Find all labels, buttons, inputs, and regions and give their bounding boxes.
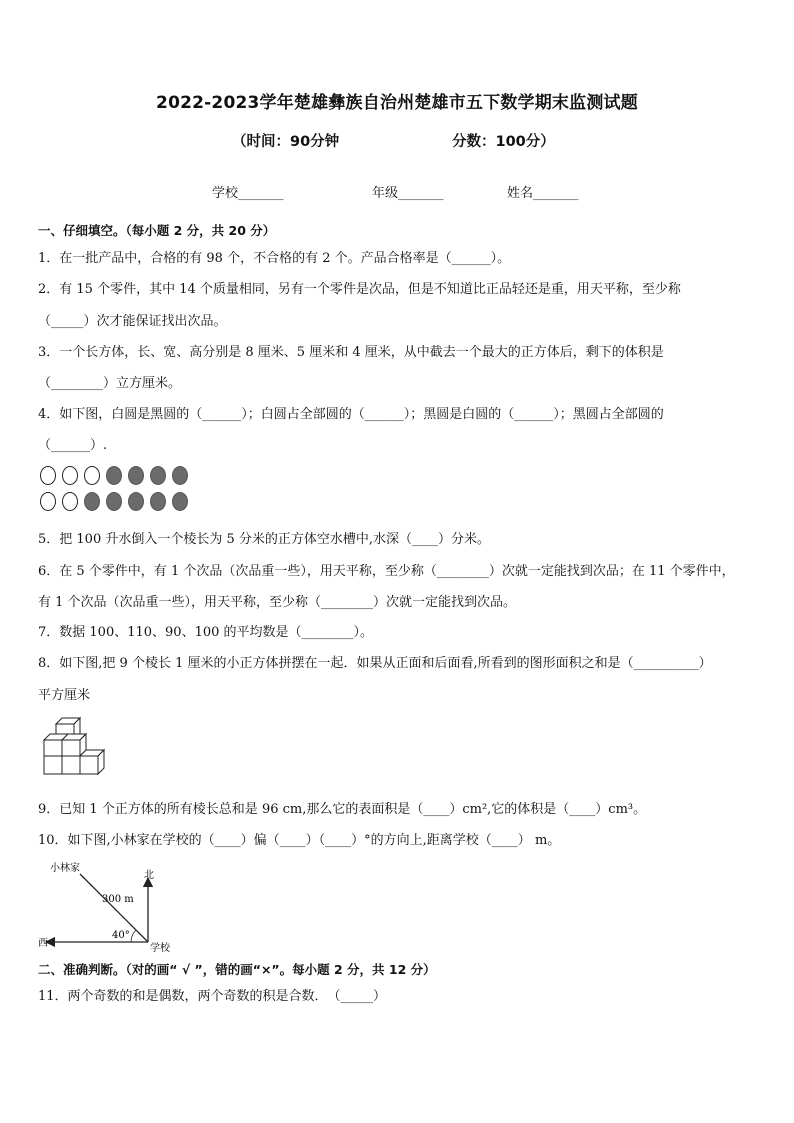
school-field: 学校_______ [212, 186, 284, 201]
white-circle [40, 466, 56, 485]
dark-circle [84, 492, 100, 511]
question-6-line-1: 6．在 5 个零件中，有 1 个次品（次品重一些），用天平称，至少称（________）次就一定能找到次品；在 11 个零件中， [38, 564, 735, 579]
exam-score: 分数：100分） [452, 134, 555, 150]
exam-time: （时间：90分钟 [232, 134, 340, 150]
direction-figure [36, 860, 186, 955]
dark-circle [106, 492, 122, 511]
question-2-line-1: 2．有 15 个零件，其中 14 个质量相同，另有一个零件是次品，但是不知道比正品轻还是重，用天平称，至少称 [38, 282, 681, 297]
white-circle [62, 466, 78, 485]
dark-circle [150, 492, 166, 511]
cube-stack-figure [38, 714, 118, 786]
dark-circle [128, 466, 144, 485]
question-2-line-2: （_____）次才能保证找出次品。 [38, 314, 227, 329]
white-circle [40, 492, 56, 511]
question-9: 9．已知 1 个正方体的所有棱长总和是 96 cm,那么它的表面积是（____）cm²,它的体积是（____）cm³。 [38, 802, 647, 817]
west-label: 西 [38, 938, 48, 949]
dark-circle [172, 492, 188, 511]
white-circle [62, 492, 78, 511]
question-8-line-2: 平方厘米 [38, 688, 91, 703]
question-11: 11．两个奇数的和是偶数，两个奇数的积是合数． （_____） [38, 989, 387, 1004]
question-4-line-2: （______）. [38, 438, 108, 453]
question-8-line-1: 8．如下图,把 9 个棱长 1 厘米的小正方体拼摆在一起．如果从正面和后面看,所看到的图形面积之和是（__________） [38, 656, 712, 671]
distance-label: 300 m [102, 894, 134, 905]
north-label: 北 [144, 870, 154, 881]
question-7: 7．数据 100、110、90、100 的平均数是（________）。 [38, 625, 374, 640]
question-1: 1．在一批产品中，合格的有 98 个，不合格的有 2 个。产品合格率是（______）。 [38, 251, 511, 266]
question-3-line-1: 3．一个长方体，长、宽、高分别是 8 厘米、5 厘米和 4 厘米，从中截去一个最大的正方体后，剩下的体积是 [38, 345, 664, 360]
dark-circle [172, 466, 188, 485]
dark-circle [150, 466, 166, 485]
section-1-heading: 一、仔细填空。（每小题 2 分，共 20 分） [38, 223, 276, 238]
name-field: 姓名_______ [507, 186, 579, 201]
white-circle [84, 466, 100, 485]
dark-circle [128, 492, 144, 511]
section-2-heading: 二、准确判断。（对的画“ √ ”，错的画“×”。每小题 2 分，共 12 分） [38, 962, 436, 977]
exam-title: 2022-2023学年楚雄彝族自治州楚雄市五下数学期末监测试题 [156, 93, 638, 113]
school-label: 学校 [150, 943, 170, 954]
question-5: 5．把 100 升水倒入一个棱长为 5 分米的正方体空水槽中,水深（____）分米。 [38, 532, 491, 547]
question-10: 10．如下图,小林家在学校的（____）偏（____）（____）°的方向上,距离学校（____） m。 [38, 833, 561, 848]
question-6-line-2: 有 1 个次品（次品重一些），用天平称，至少称（________）次就一定能找到次品。 [38, 595, 517, 610]
grade-field: 年级_______ [372, 186, 444, 201]
angle-arc [131, 930, 136, 942]
home-label: 小林家 [50, 863, 80, 874]
question-4-line-1: 4．如下图，白圆是黑圆的（______）；白圆占全部圆的（______）；黑圆是白圆的（______）；黑圆占全部圆的 [38, 407, 664, 422]
question-3-line-2: （________）立方厘米。 [38, 376, 182, 391]
dark-circle [106, 466, 122, 485]
angle-label: 40° [112, 930, 130, 941]
